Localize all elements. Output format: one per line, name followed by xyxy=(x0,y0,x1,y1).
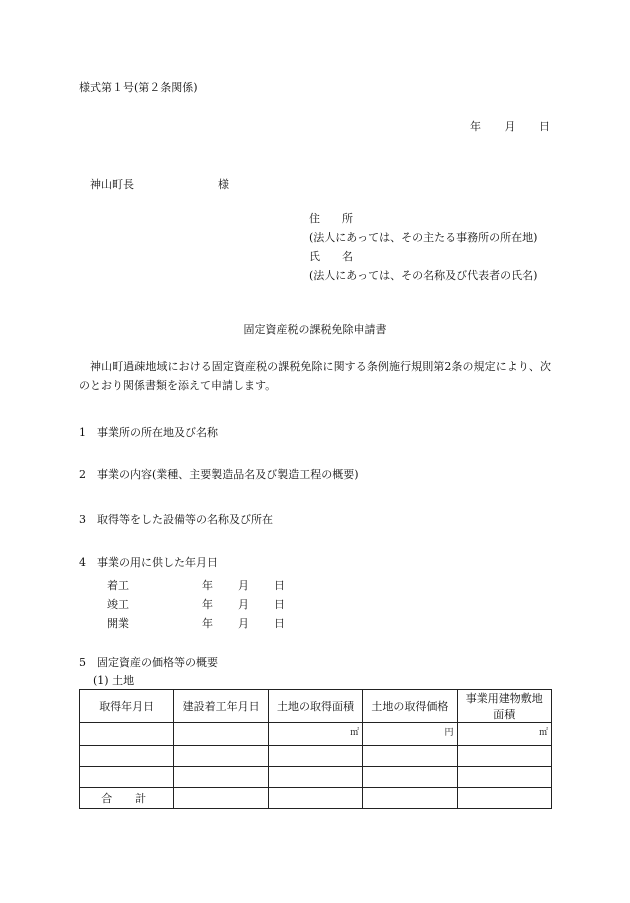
date-row-month: 月 xyxy=(238,579,249,592)
item-4 xyxy=(79,557,218,568)
date-row-open xyxy=(107,615,285,634)
header-land-price: 土地の取得価格 xyxy=(363,690,457,723)
address-label: 住 所 xyxy=(309,212,353,225)
date-month: 月 xyxy=(504,120,516,133)
address-note: (法人にあっては、その主たる事務所の所在地) xyxy=(309,231,538,244)
date-year: 年 xyxy=(470,120,481,133)
date-row-year: 年 xyxy=(202,617,213,630)
document-title: 固定資産税の課税免除申請書 xyxy=(243,323,387,336)
addressee-honorific: 様 xyxy=(218,178,229,191)
table-cell[interactable] xyxy=(174,746,268,767)
item-text: 事業の用に供した年月日 xyxy=(97,556,218,569)
table-cell[interactable] xyxy=(268,767,362,788)
date-row-label: 着工 xyxy=(107,579,129,592)
table-cell[interactable] xyxy=(363,746,457,767)
applicant-block xyxy=(309,212,537,288)
header-building-site-area: 事業用建物敷地面積 xyxy=(457,690,551,723)
date-row-day: 日 xyxy=(274,617,285,630)
name-label: 氏 名 xyxy=(309,250,353,263)
land-section-label: (1) 土地 xyxy=(93,674,135,687)
table-cell[interactable] xyxy=(363,767,457,788)
date-row-month: 月 xyxy=(238,598,249,611)
business-dates xyxy=(107,577,285,634)
item-2 xyxy=(79,469,359,480)
table-cell-price[interactable]: 円 xyxy=(363,723,457,746)
date-row-complete xyxy=(107,596,285,615)
table-total-row xyxy=(80,788,552,809)
table-cell[interactable] xyxy=(174,767,268,788)
table-cell[interactable] xyxy=(174,723,268,746)
item-5 xyxy=(79,657,218,668)
total-label: 合 計 xyxy=(80,788,174,809)
date-row-year: 年 xyxy=(202,579,213,592)
date-line xyxy=(470,121,550,132)
table-cell[interactable] xyxy=(457,788,551,809)
item-number: 1 xyxy=(79,426,86,439)
item-text: 事業の内容(業種、主要製造品名及び製造工程の概要) xyxy=(97,468,359,481)
item-number: 3 xyxy=(79,513,86,526)
table-cell[interactable] xyxy=(457,767,551,788)
item-text: 事業所の所在地及び名称 xyxy=(97,426,218,439)
item-3 xyxy=(79,514,273,525)
date-row-year: 年 xyxy=(202,598,213,611)
table-cell[interactable] xyxy=(363,788,457,809)
date-row-label: 竣工 xyxy=(107,598,129,611)
table-row xyxy=(80,746,552,767)
date-day: 日 xyxy=(539,120,550,133)
table-row xyxy=(80,723,552,746)
item-text: 固定資産の価格等の概要 xyxy=(97,656,218,669)
header-acquisition-date: 取得年月日 xyxy=(80,690,174,723)
table-cell-area[interactable]: ㎡ xyxy=(268,723,362,746)
date-row-day: 日 xyxy=(274,598,285,611)
item-number: 5 xyxy=(79,656,86,669)
item-number: 2 xyxy=(79,468,86,481)
addressee-name: 神山町長 xyxy=(90,178,134,191)
table-cell[interactable] xyxy=(80,767,174,788)
date-row-day: 日 xyxy=(274,579,285,592)
date-row-month: 月 xyxy=(238,617,249,630)
table-cell[interactable] xyxy=(80,746,174,767)
item-number: 4 xyxy=(79,556,86,569)
name-note: (法人にあっては、その名称及び代表者の氏名) xyxy=(309,269,538,282)
date-row-start xyxy=(107,577,285,596)
land-table xyxy=(79,689,552,809)
header-land-area: 土地の取得面積 xyxy=(268,690,362,723)
date-row-label: 開業 xyxy=(107,617,129,630)
table-cell-site-area[interactable]: ㎡ xyxy=(457,723,551,746)
header-construction-start: 建設着工年月日 xyxy=(174,690,268,723)
table-cell[interactable] xyxy=(268,746,362,767)
table-cell[interactable] xyxy=(174,788,268,809)
table-cell[interactable] xyxy=(457,746,551,767)
body-text: 神山町過疎地域における固定資産税の課税免除に関する条例施行規則第2条の規定により、次のとおり関係書類を添えて申請します。 xyxy=(79,360,551,392)
table-cell[interactable] xyxy=(268,788,362,809)
table-header-row xyxy=(80,690,552,723)
table-row xyxy=(80,767,552,788)
item-text: 取得等をした設備等の名称及び所在 xyxy=(97,513,273,526)
form-number: 様式第１号(第２条関係) xyxy=(79,81,198,94)
table-cell[interactable] xyxy=(80,723,174,746)
item-1 xyxy=(79,427,218,438)
